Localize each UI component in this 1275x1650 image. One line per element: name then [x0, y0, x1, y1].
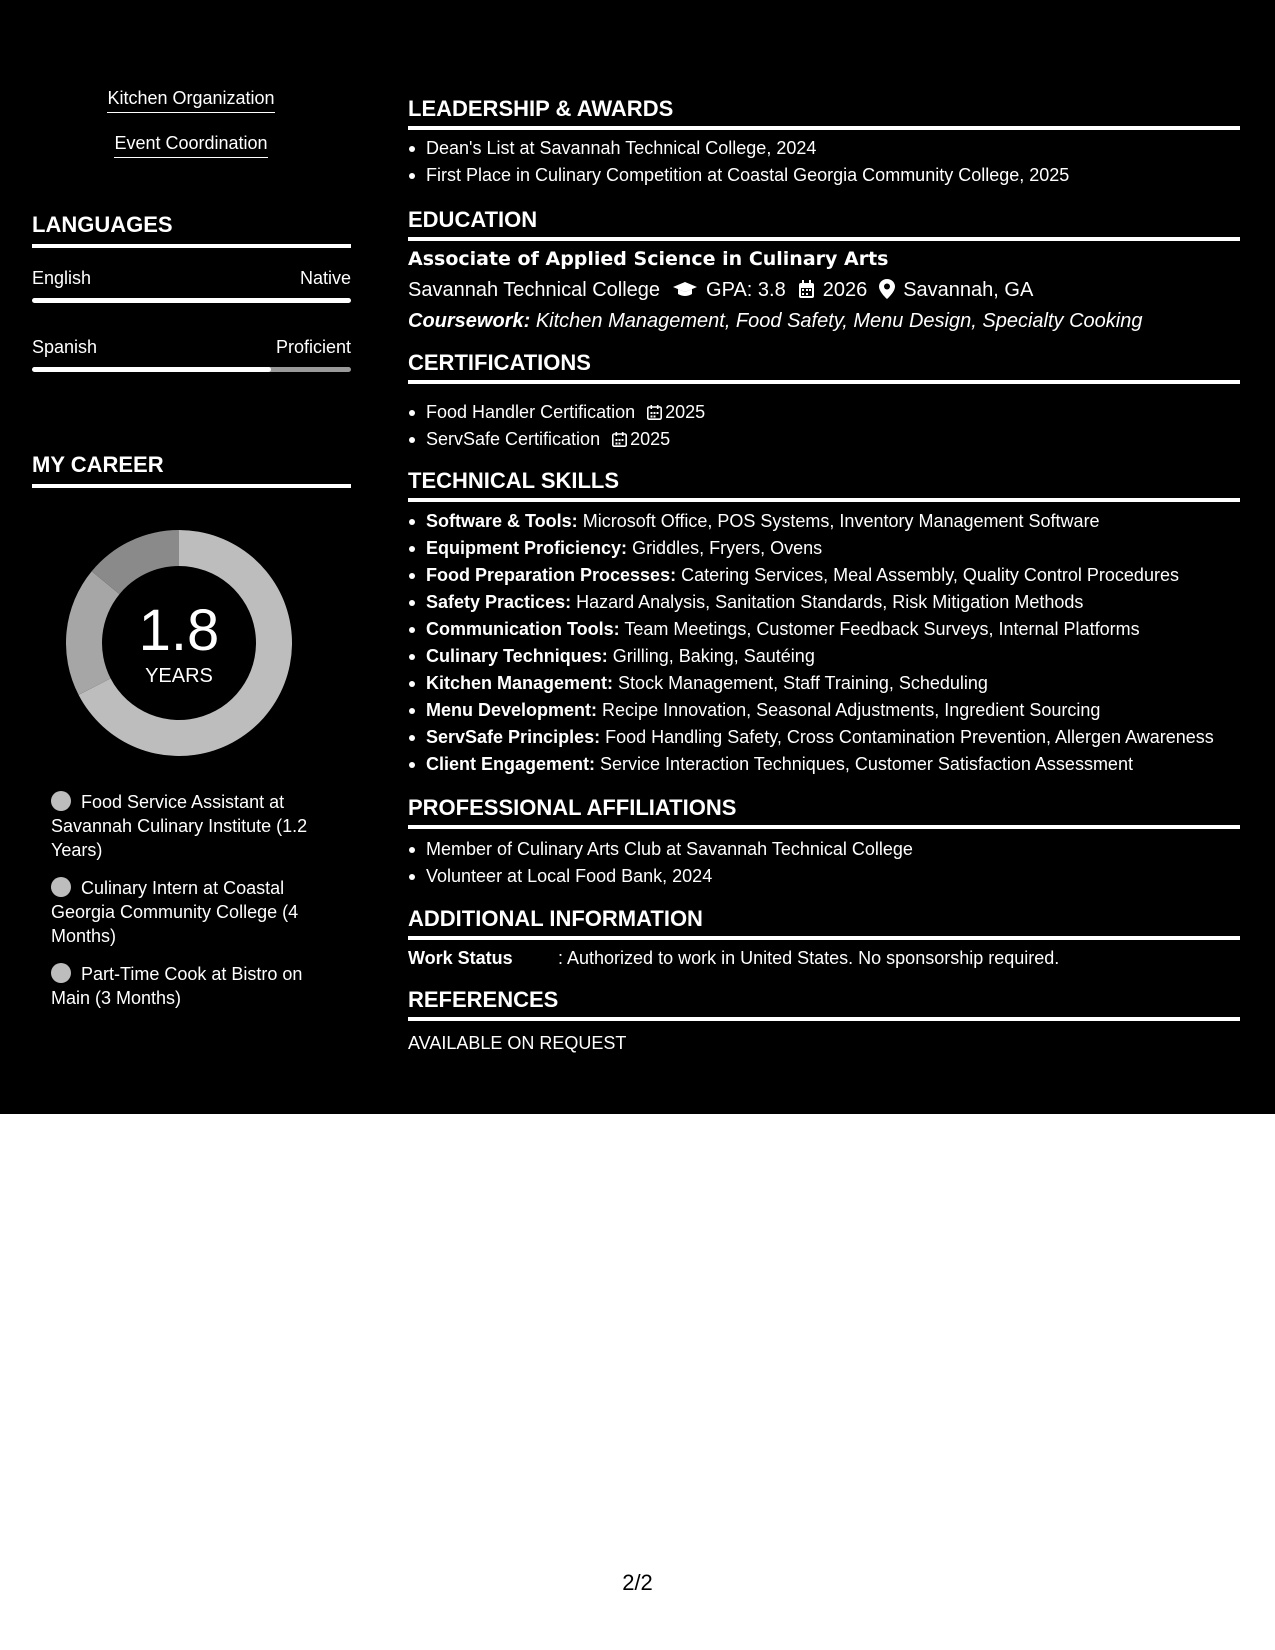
page-number: 2/2: [622, 1570, 653, 1595]
technical-skills-heading: TECHNICAL SKILLS: [408, 468, 1240, 502]
list-item: [408, 535, 1240, 562]
education-heading: EDUCATION: [408, 207, 1240, 241]
career-item-text: Food Service Assistant at Savannah Culinary Institute (1.2 Years): [51, 792, 308, 860]
language-bar: [32, 298, 351, 303]
graduation-cap-icon: [672, 281, 698, 305]
career-item: [51, 876, 326, 948]
list-item: [408, 697, 1240, 724]
education-location: Savannah, GA: [903, 279, 1034, 301]
calendar-icon: [798, 280, 815, 305]
list-item: [408, 724, 1240, 751]
education-year: 2026: [822, 279, 868, 301]
education-details: [408, 279, 1033, 305]
skill-category: Client Engagement:: [426, 754, 596, 774]
skill-category: ServSafe Principles:: [426, 727, 601, 747]
skill-category: Software & Tools:: [426, 511, 578, 531]
map-pin-icon: [879, 279, 895, 305]
coursework-value: Kitchen Management, Food Safety, Menu Design, Specialty Cooking: [535, 310, 1143, 332]
skill-value: Recipe Innovation, Seasonal Adjustments, Ingredient Sourcing: [602, 700, 1101, 720]
skill-value: Griddles, Fryers, Ovens: [632, 538, 823, 558]
skill-label: Event Coordination: [114, 133, 267, 158]
language-bar: [32, 367, 351, 372]
skill-item: [0, 133, 382, 158]
list-item: [408, 399, 1240, 426]
sidebar: [0, 0, 382, 1114]
work-status-key: Work Status: [408, 948, 513, 968]
language-bar-fill: [32, 367, 271, 372]
skill-label: Kitchen Organization: [107, 88, 274, 113]
skill-value: Food Handling Safety, Cross Contamination Prevention, Allergen Awareness: [605, 727, 1214, 747]
list-item: [408, 751, 1240, 778]
list-item: Volunteer at Local Food Bank, 2024: [408, 863, 1240, 890]
career-heading: MY CAREER: [32, 452, 351, 488]
calendar-icon: [647, 405, 662, 420]
work-status-value: : Authorized to work in United States. No sponsorship required.: [558, 948, 1060, 968]
career-dot-icon: [51, 963, 71, 983]
career-item-text: Culinary Intern at Coastal Georgia Community College (4 Months): [51, 878, 299, 946]
references-text: AVAILABLE ON REQUEST: [408, 1033, 627, 1053]
skill-item: [0, 88, 382, 113]
skill-value: Service Interaction Techniques, Customer Satisfaction Assessment: [600, 754, 1133, 774]
list-item: [408, 562, 1240, 589]
cert-year: 2025: [630, 429, 671, 449]
career-dot-icon: [51, 877, 71, 897]
skill-value: Grilling, Baking, Sautéing: [612, 646, 815, 666]
skill-category: Food Preparation Processes:: [426, 565, 677, 585]
additional-info-heading: ADDITIONAL INFORMATION: [408, 906, 1240, 940]
list-item: Dean's List at Savannah Technical College, 2024: [408, 135, 1240, 162]
list-item: [408, 508, 1240, 535]
calendar-icon: [612, 432, 627, 447]
leadership-heading: LEADERSHIP & AWARDS: [408, 96, 1240, 130]
list-item: [408, 426, 1240, 453]
career-total-unit: YEARS: [145, 665, 213, 687]
list-item: [408, 643, 1240, 670]
career-total-value: 1.8: [138, 598, 220, 663]
list-item: [408, 589, 1240, 616]
skill-value: Catering Services, Meal Assembly, Quality Control Procedures: [681, 565, 1179, 585]
affiliations-heading: PROFESSIONAL AFFILIATIONS: [408, 795, 1240, 829]
affiliations-list: [408, 836, 1240, 890]
skill-value: Stock Management, Staff Training, Scheduling: [618, 673, 988, 693]
education-coursework: [408, 310, 1142, 333]
skill-category: Safety Practices:: [426, 592, 572, 612]
skill-category: Communication Tools:: [426, 619, 620, 639]
cert-name: ServSafe Certification: [426, 429, 601, 449]
career-item: [51, 790, 326, 862]
cert-year: 2025: [665, 402, 706, 422]
education-gpa: GPA: 3.8: [706, 279, 786, 301]
education-degree: Associate of Applied Science in Culinary Arts: [408, 248, 889, 270]
career-dot-icon: [51, 791, 71, 811]
language-bar-fill: [32, 298, 351, 303]
leadership-list: [408, 135, 1240, 189]
language-level: Native: [299, 268, 351, 288]
technical-skills-list: [408, 508, 1240, 778]
language-name: English: [32, 268, 92, 288]
skill-category: Kitchen Management:: [426, 673, 614, 693]
list-item: [408, 616, 1240, 643]
skill-value: Microsoft Office, POS Systems, Inventory Management Software: [582, 511, 1100, 531]
skill-category: Equipment Proficiency:: [426, 538, 628, 558]
work-status-row: [408, 948, 1059, 969]
languages-heading: LANGUAGES: [32, 212, 351, 248]
list-item: First Place in Culinary Competition at Coastal Georgia Community College, 2025: [408, 162, 1240, 189]
skill-category: Menu Development:: [426, 700, 598, 720]
list-item: [408, 670, 1240, 697]
cert-name: Food Handler Certification: [426, 402, 636, 422]
list-item: Member of Culinary Arts Club at Savannah Technical College: [408, 836, 1240, 863]
certifications-heading: CERTIFICATIONS: [408, 350, 1240, 384]
coursework-label: Coursework:: [408, 310, 531, 332]
career-item-text: Part-Time Cook at Bistro on Main (3 Months): [51, 964, 303, 1008]
career-item: [51, 962, 326, 1010]
career-donut: [66, 530, 292, 756]
language-level: Proficient: [275, 337, 351, 357]
skill-value: Team Meetings, Customer Feedback Surveys, Internal Platforms: [624, 619, 1140, 639]
language-name: Spanish: [32, 337, 98, 357]
skill-value: Hazard Analysis, Sanitation Standards, Risk Mitigation Methods: [576, 592, 1084, 612]
education-school: Savannah Technical College: [408, 279, 661, 301]
certifications-list: [408, 399, 1240, 453]
references-heading: REFERENCES: [408, 987, 1240, 1021]
skill-category: Culinary Techniques:: [426, 646, 608, 666]
